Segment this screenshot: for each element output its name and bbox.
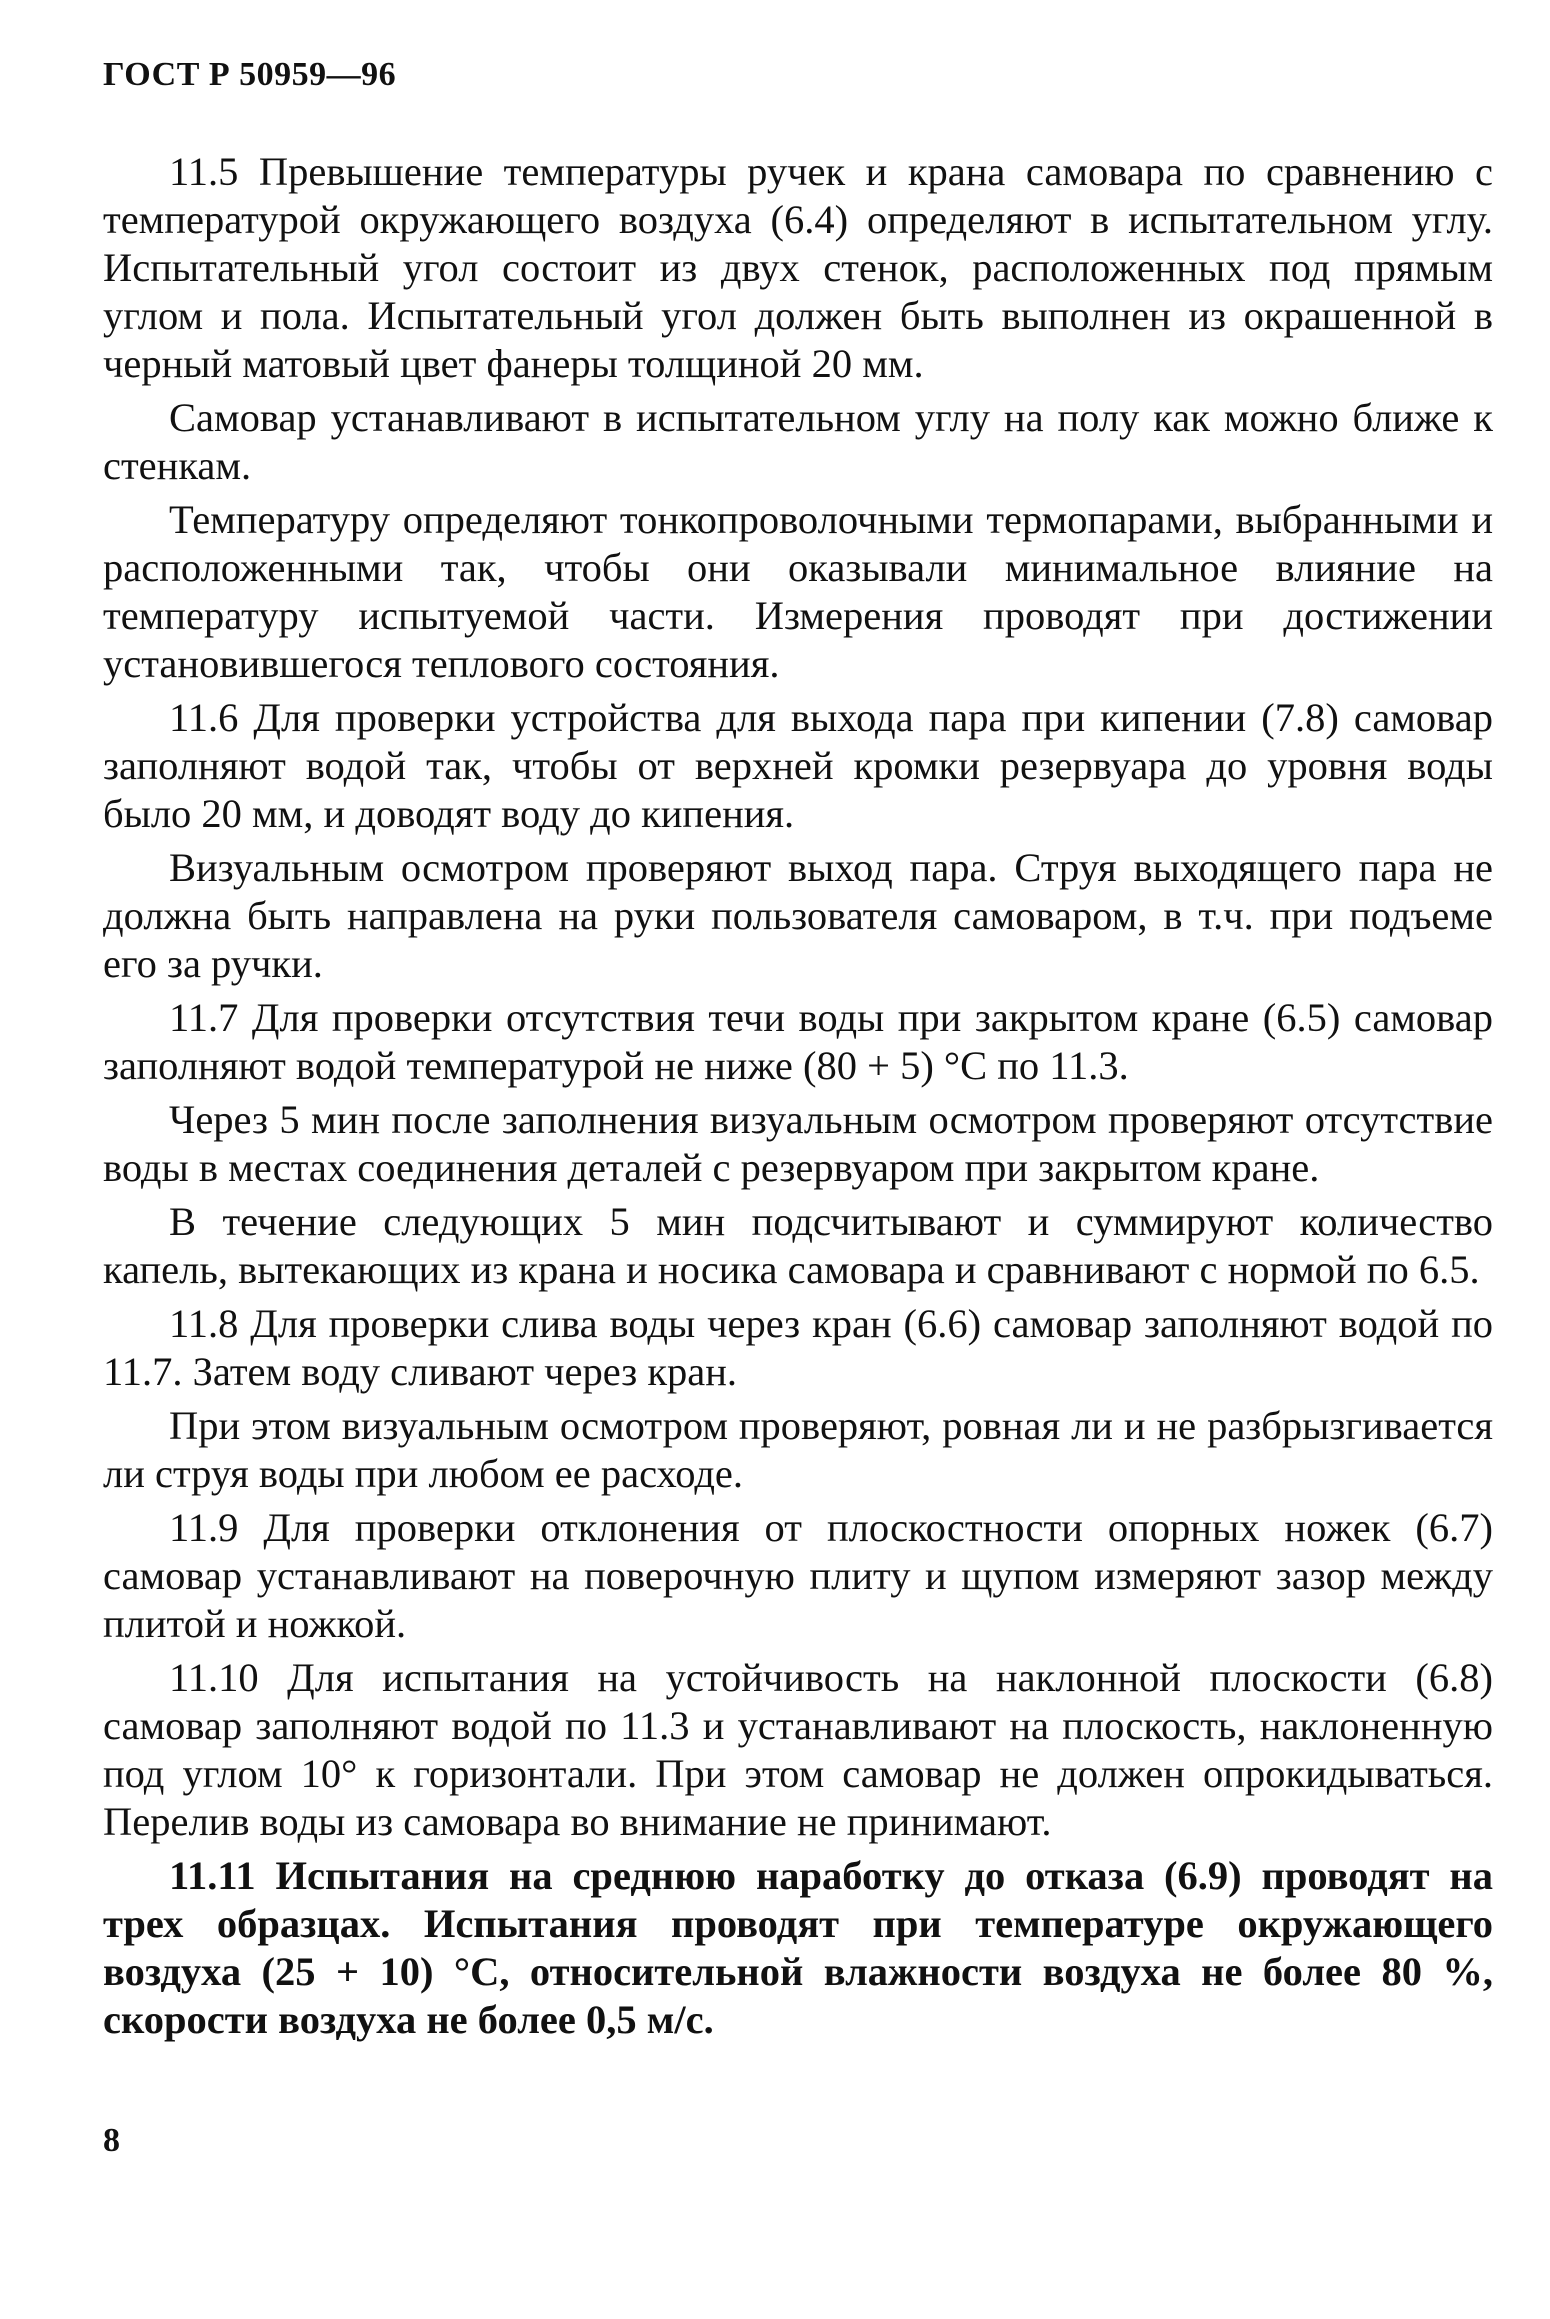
paragraph-samovar-placement: Самовар устанавливают в испытательном углу на полу как можно ближе к стенкам.	[103, 395, 1493, 488]
paragraph-11-11: 11.11 Испытания на среднюю наработку до отказа (6.9) проводят на трех образцах. Испытания проводят при температуре окружающего воздуха (25 + 10) °С, относительной влажности воздуха не более 80 %, скорости воздуха не более 0,5 м/с.	[103, 1853, 1493, 2042]
paragraph-11-8: 11.8 Для проверки слива воды через кран (6.6) самовар заполняют водой по 11.7. Затем воду сливают через кран.	[103, 1301, 1493, 1394]
paragraph-temperature-measurement: Температуру определяют тонкопроволочными термопарами, выбранными и расположенными так, чтобы они оказывали минимальное влияние на температуру испытуемой части. Измерения проводят при достижении установившегося теплового состояния.	[103, 497, 1493, 686]
paragraph-drop-count: В течение следующих 5 мин подсчитывают и суммируют количество капель, вытекающих из крана и носика самовара и сравнивают с нормой по 6.5.	[103, 1199, 1493, 1292]
paragraph-11-10: 11.10 Для испытания на устойчивость на наклонной плоскости (6.8) самовар заполняют водой по 11.3 и устанавливают на плоскость, наклоненную под углом 10° к горизонтали. При этом самовар не должен опрокидываться. Перелив воды из самовара во внимание не принимают.	[103, 1655, 1493, 1844]
paragraph-11-6: 11.6 Для проверки устройства для выхода пара при кипении (7.8) самовар заполняют водой так, чтобы от верхней кромки резервуара до уровня воды было 20 мм, и доводят воду до кипения.	[103, 695, 1493, 836]
paragraph-steam-inspection: Визуальным осмотром проверяют выход пара. Струя выходящего пара не должна быть направлена на руки пользователя самоваром, в т.ч. при подъеме его за ручки.	[103, 845, 1493, 986]
standard-code-header: ГОСТ Р 50959—96	[103, 56, 397, 93]
paragraph-leak-inspection: Через 5 мин после заполнения визуальным осмотром проверяют отсутствие воды в местах соединения деталей с резервуаром при закрытом кране.	[103, 1097, 1493, 1190]
document-body	[103, 148, 1493, 2044]
page-number: 8	[103, 2122, 120, 2159]
paragraph-stream-inspection: При этом визуальным осмотром проверяют, ровная ли и не разбрызгивается ли струя воды при любом ее расходе.	[103, 1403, 1493, 1496]
paragraph-11-9: 11.9 Для проверки отклонения от плоскостности опорных ножек (6.7) самовар устанавливают на поверочную плиту и щупом измеряют зазор между плитой и ножкой.	[103, 1505, 1493, 1646]
paragraph-11-7: 11.7 Для проверки отсутствия течи воды при закрытом кране (6.5) самовар заполняют водой температурой не ниже (80 + 5) °С по 11.3.	[103, 995, 1493, 1088]
paragraph-11-5: 11.5 Превышение температуры ручек и крана самовара по сравнению с температурой окружающего воздуха (6.4) определяют в испытательном углу. Испытательный угол состоит из двух стенок, расположенных под прямым углом и пола. Испытательный угол должен быть выполнен из окрашенной в черный матовый цвет фанеры толщиной 20 мм.	[103, 149, 1493, 386]
